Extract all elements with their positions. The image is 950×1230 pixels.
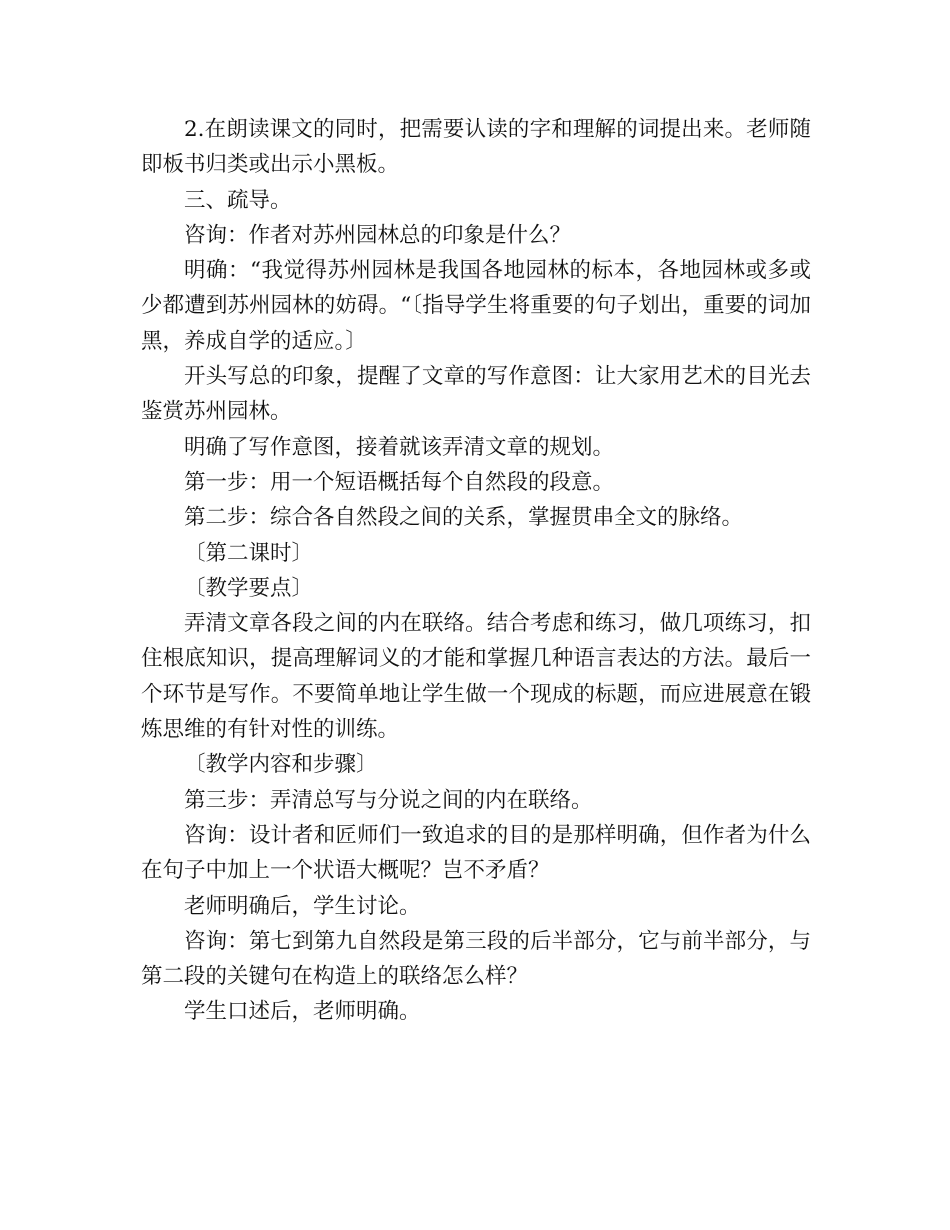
paragraph-plan-intro: 明确了写作意图，接着就该弄清文章的规划。 [184, 434, 615, 460]
paragraph-step-two: 第二步：综合各自然段之间的关系，掌握贯串全文的脉络。 [184, 505, 744, 531]
paragraph-student-oral: 学生口述后，老师明确。 [184, 999, 421, 1025]
section-heading-teaching-points: 〔教学要点〕 [184, 575, 314, 601]
paragraph-question-adverbial: 咨询：设计者和匠师们一致追求的目的是那样明确，但作者为什么在句子中加上一个状语大概呢？岂不矛盾？ [141, 822, 811, 884]
paragraph-question-impression: 咨询：作者对苏州园林总的印象是什么？ [184, 222, 572, 248]
paragraph-step-one: 第一步：用一个短语概括每个自然段的段意。 [184, 469, 615, 495]
paragraph-student-discussion: 老师明确后，学生讨论。 [184, 893, 421, 919]
section-heading-second-lesson: 〔第二课时〕 [184, 540, 314, 566]
paragraph-opening-intent: 开头写总的印象，提醒了文章的写作意图：让大家用艺术的目光去鉴赏苏州园林。 [141, 364, 811, 425]
document-page [141, 112, 811, 1030]
paragraph-question-structure: 咨询：第七到第九自然段是第三段的后半部分，它与前半部分，与第二段的关键句在构造上的联络怎么样？ [141, 928, 811, 990]
section-heading-guidance: 三、疏导。 [184, 187, 292, 213]
section-heading-content-steps: 〔教学内容和步骤〕 [184, 752, 378, 778]
paragraph-step-three: 第三步：弄清总写与分说之间的内在联络。 [184, 787, 593, 813]
paragraph-read-aloud: 2.在朗读课文的同时，把需要认读的字和理解的词提出来。老师随即板书归类或出示小黑板。 [141, 117, 811, 178]
paragraph-teaching-points: 弄清文章各段之间的内在联络。结合考虑和练习，做几项练习，扣住根底知识，提高理解词义的才能和掌握几种语言表达的方法。最后一个环节是写作。不要简单地让学生做一个现成的标题，而应进展意在锻炼思维的有针对性的训练。 [141, 611, 811, 743]
paragraph-answer-impression: 明确：“我觉得苏州园林是我国各地园林的标本，各地园林或多或少都遭到苏州园林的妨碍。“〔指导学生将重要的句子划出，重要的词加黑，养成自学的适应。〕 [141, 258, 811, 354]
